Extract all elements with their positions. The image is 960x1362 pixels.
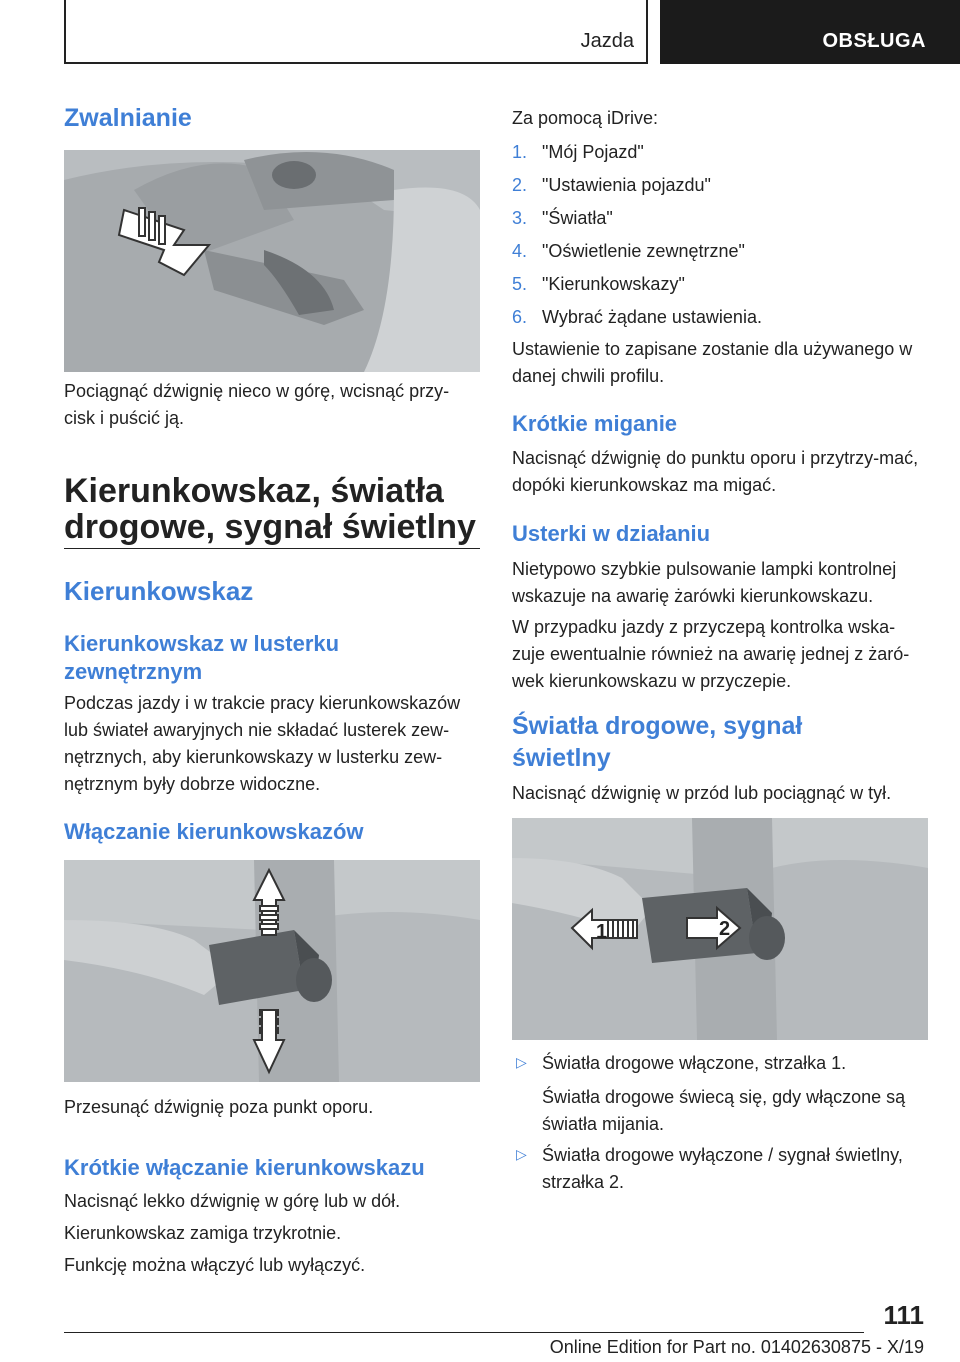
- image-label-2: 2: [719, 918, 731, 940]
- paragraph-zwalnianie: Pociągnąć dźwignię nieco w górę, wcisnąć przy-cisk i puścić ją.: [64, 381, 450, 428]
- paragraph-saved: Ustawienie to zapisane zostanie dla używanego w danej chwili profilu.: [512, 339, 913, 386]
- turn-signal-stalk-image: [64, 860, 480, 1082]
- bullet-item-1: [512, 1050, 928, 1077]
- list-item: [512, 241, 928, 271]
- list-item: [512, 175, 928, 205]
- paragraph-wlaczanie: Przesunąć dźwignię poza punkt oporu.: [64, 1097, 374, 1117]
- heading-miganie: Krótkie miganie: [512, 411, 678, 436]
- heading-wlaczanie: Włączanie kierunkowskazów: [64, 819, 364, 844]
- list-item-text: "Światła": [542, 208, 613, 228]
- paragraph-swiatla: Nacisnąć dźwignię w przód lub pociągnąć w tył.: [512, 783, 892, 803]
- idrive-steps-list: [512, 142, 928, 342]
- footer-edition: Online Edition for Part no. 01402630875 - X/19: [549, 1337, 924, 1357]
- main-heading-rule: [64, 548, 480, 549]
- header-section-box: [64, 0, 648, 64]
- heading-zwalnianie: Zwalnianie: [64, 104, 192, 132]
- list-item-number: 6.: [512, 307, 528, 327]
- page-number: 111: [883, 1300, 924, 1330]
- list-item-number: 3.: [512, 208, 528, 228]
- list-item: [512, 307, 928, 337]
- list-item-number: 1.: [512, 142, 528, 162]
- triangle-bullet-icon: ▷: [516, 1146, 527, 1162]
- paragraph-krotkie-3: Funkcję można włączyć lub wyłączyć.: [64, 1255, 366, 1275]
- paragraph-krotkie-1: Nacisnąć lekko dźwignię w górę lub w dół.: [64, 1191, 401, 1211]
- image-label-1: 1: [596, 921, 608, 943]
- heading-kierunkowskaz: Kierunkowskaz: [64, 576, 254, 606]
- list-item-text: "Ustawienia pojazdu": [542, 175, 711, 195]
- paragraph-krotkie-2: Kierunkowskaz zamiga trzykrotnie.: [64, 1223, 342, 1243]
- list-item-text: "Oświetlenie zewnętrzne": [542, 241, 745, 261]
- list-item: [512, 274, 928, 304]
- paragraph-miganie: Nacisnąć dźwignię do punktu oporu i przytrzy-mać, dopóki kierunkowskaz ma migać.: [512, 448, 919, 495]
- heading-lusterko-line-1: Kierunkowskaz w lusterku: [64, 631, 340, 656]
- paragraph-usterki-2: W przypadku jazdy z przyczepą kontrolka wska-zuje ewentualnie również na awarię jednej z żaró-wek kierunkowskazu w przyczepie.: [512, 617, 910, 691]
- high-beam-stalk-image: [512, 818, 928, 1040]
- list-item: [512, 142, 928, 172]
- heading-swiatla-line-1-text: Światła drogowe, sygnał: [512, 712, 803, 740]
- bullet-item-1-sub: [512, 1084, 928, 1138]
- heading-krotkie: Krótkie włączanie kierunkowskazu: [64, 1155, 425, 1180]
- paragraph-lusterko: Podczas jazdy i w trakcie pracy kierunkowskazów lub świateł awaryjnych nie składać lusterek zew-nętrznych, aby kierunkowskazy w lusterku zew-nętrznym były dobrze widoczne.: [64, 693, 461, 794]
- bullet-text: Światła drogowe wyłączone / sygnał świetlny, strzałka 2.: [542, 1145, 903, 1192]
- list-item: [512, 208, 928, 238]
- heading-swiatla-line-1: [512, 710, 928, 742]
- list-item-number: 4.: [512, 241, 528, 261]
- bullet-text: Światła drogowe włączone, strzałka 1.: [542, 1053, 847, 1073]
- footer-rule: [64, 1332, 864, 1333]
- heading-swiatla-line-2: [512, 742, 928, 774]
- heading-swiatla-line-2-text: świetlny: [512, 744, 611, 772]
- header-section-title: Jazda: [580, 30, 634, 52]
- list-item-text: "Kierunkowskazy": [542, 274, 685, 294]
- heading-lusterko-line-2: zewnętrznym: [64, 659, 203, 684]
- header-chapter-box: [660, 0, 960, 64]
- list-item-text: "Mój Pojazd": [542, 142, 644, 162]
- paragraph-intro: Za pomocą iDrive:: [512, 108, 659, 128]
- handbrake-image: [64, 150, 480, 372]
- triangle-bullet-icon: ▷: [516, 1054, 527, 1070]
- list-item-number: 5.: [512, 274, 528, 294]
- main-heading-line-1: Kierunkowskaz, światła: [64, 472, 444, 510]
- bullet-item-2: [512, 1142, 928, 1196]
- heading-usterki: Usterki w działaniu: [512, 521, 711, 546]
- paragraph-usterki-1: Nietypowo szybkie pulsowanie lampki kontrolnej wskazuje na awarię żarówki kierunkowskazu.: [512, 559, 897, 606]
- list-item-text: Wybrać żądane ustawienia.: [542, 307, 762, 327]
- header-chapter-title: OBSŁUGA: [822, 30, 926, 52]
- main-heading-line-2: drogowe, sygnał świetlny: [64, 508, 476, 546]
- bullet-subtext: Światła drogowe świecą się, gdy włączone są światła mijania.: [542, 1087, 906, 1134]
- list-item-number: 2.: [512, 175, 528, 195]
